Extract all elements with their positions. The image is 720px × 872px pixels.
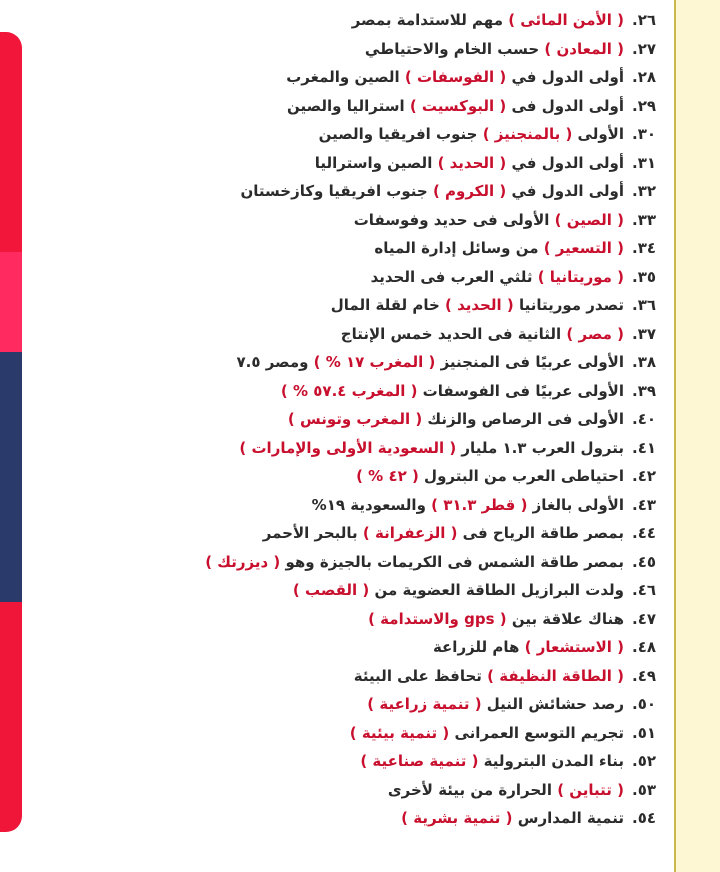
- item-number: ٣٦.: [631, 296, 656, 314]
- highlighted-term: ( الطاقة النظيفة ): [487, 666, 624, 685]
- highlighted-term: ( تنمية صناعية ): [360, 752, 479, 770]
- highlighted-term: ( gps والاستدامة ): [368, 609, 507, 628]
- item-number: ٤٨.: [631, 638, 656, 656]
- list-item: [56, 719, 656, 748]
- item-text: خام لقلة المال: [330, 296, 446, 314]
- item-number: ٤٤.: [631, 524, 656, 542]
- item-number: ٤٢.: [631, 467, 656, 485]
- item-number: ٣٩.: [631, 381, 656, 400]
- item-text: هام للزراعة: [432, 638, 525, 656]
- item-text: أولى الدول في: [506, 182, 624, 200]
- item-number: ٣٣.: [631, 210, 656, 229]
- item-text: تحافظ على البيئة: [353, 666, 488, 685]
- item-text: هناك علاقة بين: [506, 609, 624, 628]
- item-number: ٣٧.: [631, 324, 656, 343]
- item-number: ٤١.: [631, 438, 656, 457]
- list-item: [56, 206, 656, 235]
- highlighted-term: ( بالمنجنيز ): [482, 125, 573, 143]
- item-text: جنوب افريقيا والصين: [318, 125, 483, 143]
- list-item: [56, 434, 656, 463]
- item-text: الأولى فى الرصاص والزنك: [422, 410, 624, 428]
- item-text: بناء المدن البترولية: [478, 752, 624, 770]
- list-item: [56, 348, 656, 377]
- item-number: ٣٠.: [631, 125, 656, 143]
- highlighted-term: ( تنمية بشرية ): [401, 809, 513, 827]
- list-item: [56, 177, 656, 206]
- highlighted-term: ( الفوسفات ): [404, 68, 507, 86]
- item-text: احتياطى العرب من البترول: [418, 467, 624, 485]
- item-text: الحرارة من بيئة لأخرى: [387, 780, 558, 799]
- item-number: ٥٣.: [631, 780, 656, 799]
- list-item: [56, 548, 656, 577]
- item-number: ٢٨.: [631, 68, 656, 86]
- list-item: [56, 263, 656, 292]
- item-text: رصد حشائش النيل: [481, 695, 624, 713]
- highlighted-term: ( الاستشعار ): [524, 638, 624, 656]
- highlighted-term: ( تتباين ): [557, 780, 624, 799]
- item-number: ٤٥.: [631, 552, 656, 571]
- item-text: أولى الدول في: [506, 153, 624, 172]
- item-text: بمصر طاقة الشمس فى الكريمات بالجيزة وهو: [280, 552, 624, 571]
- item-number: ٥١.: [631, 723, 656, 742]
- item-number: ٤٣.: [631, 495, 656, 514]
- list-item: [56, 747, 656, 776]
- highlighted-term: ( ديزرتك ): [205, 552, 281, 571]
- highlighted-term: ( المغرب وتونس ): [287, 410, 423, 428]
- item-text: من وسائل إدارة المياه: [374, 239, 544, 257]
- list-item: [56, 6, 656, 35]
- item-text: والسعودية ١٩%: [311, 495, 432, 514]
- list-item: [56, 35, 656, 64]
- item-text: الصين والمغرب: [286, 68, 405, 86]
- item-text: أولى الدول في: [506, 68, 624, 86]
- item-number: ٢٦.: [631, 11, 656, 29]
- item-number: ٥٠.: [631, 695, 656, 713]
- highlighted-term: ( القصب ): [292, 581, 370, 599]
- list-item: [56, 776, 656, 805]
- highlighted-term: ( تنمية زراعية ): [367, 695, 482, 713]
- item-number: ٤٧.: [631, 609, 656, 628]
- highlighted-term: ( الكروم ): [432, 182, 507, 200]
- item-text: ولدت البرازيل الطاقة العضوية من: [369, 581, 624, 599]
- item-number: ٢٧.: [631, 39, 656, 58]
- item-text: ومصر ٧.٥: [236, 353, 314, 371]
- list-item: [56, 92, 656, 121]
- strip-segment-red-bottom: [0, 602, 22, 832]
- item-text: استراليا والصين: [286, 96, 410, 115]
- highlighted-term: ( موريتانيا ): [537, 267, 624, 286]
- highlighted-term: ( المغرب ١٧ % ): [313, 353, 436, 371]
- item-number: ٣٤.: [631, 239, 656, 257]
- facts-list: [56, 6, 656, 833]
- item-text: تصدر موريتانيا: [513, 296, 624, 314]
- item-text: الثانية فى الحديد خمس الإنتاج: [340, 324, 567, 343]
- highlighted-term: ( الحديد ): [445, 296, 514, 314]
- decorative-side-strip: [0, 32, 22, 832]
- highlighted-term: ( الزعفرانة ): [362, 524, 458, 542]
- item-number: ٣٥.: [631, 267, 656, 286]
- highlighted-term: ( المغرب ٥٧.٤ % ): [280, 381, 418, 400]
- item-text: الأولى بالغاز: [527, 495, 624, 514]
- item-number: ٣١.: [631, 153, 656, 172]
- item-text: الأولى فى حديد وفوسفات: [353, 210, 555, 229]
- highlighted-term: ( المعادن ): [544, 39, 624, 58]
- item-text: الأولى عربيًا فى المنجنيز: [435, 353, 624, 371]
- item-text: جنوب افريقيا وكازخستان: [240, 182, 433, 200]
- highlighted-term: ( ٤٢ % ): [356, 467, 419, 485]
- list-item: [56, 291, 656, 320]
- list-item: [56, 234, 656, 263]
- list-item: [56, 63, 656, 92]
- item-text: بترول العرب ١.٣ مليار: [456, 438, 624, 457]
- item-text: بمصر طاقة الرياح فى: [457, 524, 624, 542]
- list-item: [56, 120, 656, 149]
- highlighted-term: ( تنمية بيئية ): [349, 723, 450, 742]
- item-number: ٣٢.: [631, 182, 656, 200]
- list-item: [56, 633, 656, 662]
- item-text: تنمية المدارس: [512, 809, 624, 827]
- item-number: ٢٩.: [631, 96, 656, 115]
- item-number: ٤٠.: [631, 410, 656, 428]
- list-item: [56, 405, 656, 434]
- strip-segment-red: [0, 32, 22, 252]
- list-item: [56, 377, 656, 406]
- list-item: [56, 462, 656, 491]
- list-item: [56, 690, 656, 719]
- item-number: ٤٩.: [631, 666, 656, 685]
- highlighted-term: ( قطر ٣١.٣ ): [431, 495, 528, 514]
- list-item: [56, 519, 656, 548]
- highlighted-term: ( البوكسيت ): [409, 96, 507, 115]
- highlighted-term: ( الأمن المائى ): [508, 11, 624, 29]
- item-text: الأولى: [572, 125, 624, 143]
- item-number: ٥٤.: [631, 809, 656, 827]
- strip-segment-navy: [0, 352, 22, 602]
- item-number: ٥٢.: [631, 752, 656, 770]
- highlighted-term: ( السعودية الأولى والإمارات ): [239, 438, 457, 457]
- page-border: [674, 0, 720, 872]
- item-text: ثلثي العرب فى الحديد: [370, 267, 538, 286]
- item-text: أولى الدول فى: [506, 96, 624, 115]
- list-item: [56, 320, 656, 349]
- list-item: [56, 576, 656, 605]
- list-item: [56, 662, 656, 691]
- item-number: ٤٦.: [631, 581, 656, 599]
- highlighted-term: ( الصين ): [554, 210, 624, 229]
- item-text: بالبحر الأحمر: [262, 524, 363, 542]
- item-text: مهم للاستدامة بمصر: [351, 11, 509, 29]
- item-text: الصين واستراليا: [314, 153, 438, 172]
- highlighted-term: ( التسعير ): [543, 239, 624, 257]
- list-item: [56, 605, 656, 634]
- list-item: [56, 491, 656, 520]
- item-text: الأولى عربيًا فى الفوسفات: [417, 381, 624, 400]
- strip-segment-pink: [0, 252, 22, 352]
- item-number: ٣٨.: [631, 353, 656, 371]
- highlighted-term: ( الحديد ): [437, 153, 507, 172]
- list-item: [56, 149, 656, 178]
- highlighted-term: ( مصر ): [566, 324, 624, 343]
- item-text: حسب الخام والاحتياطي: [364, 39, 545, 58]
- item-text: تجريم التوسع العمرانى: [449, 723, 624, 742]
- list-item: [56, 804, 656, 833]
